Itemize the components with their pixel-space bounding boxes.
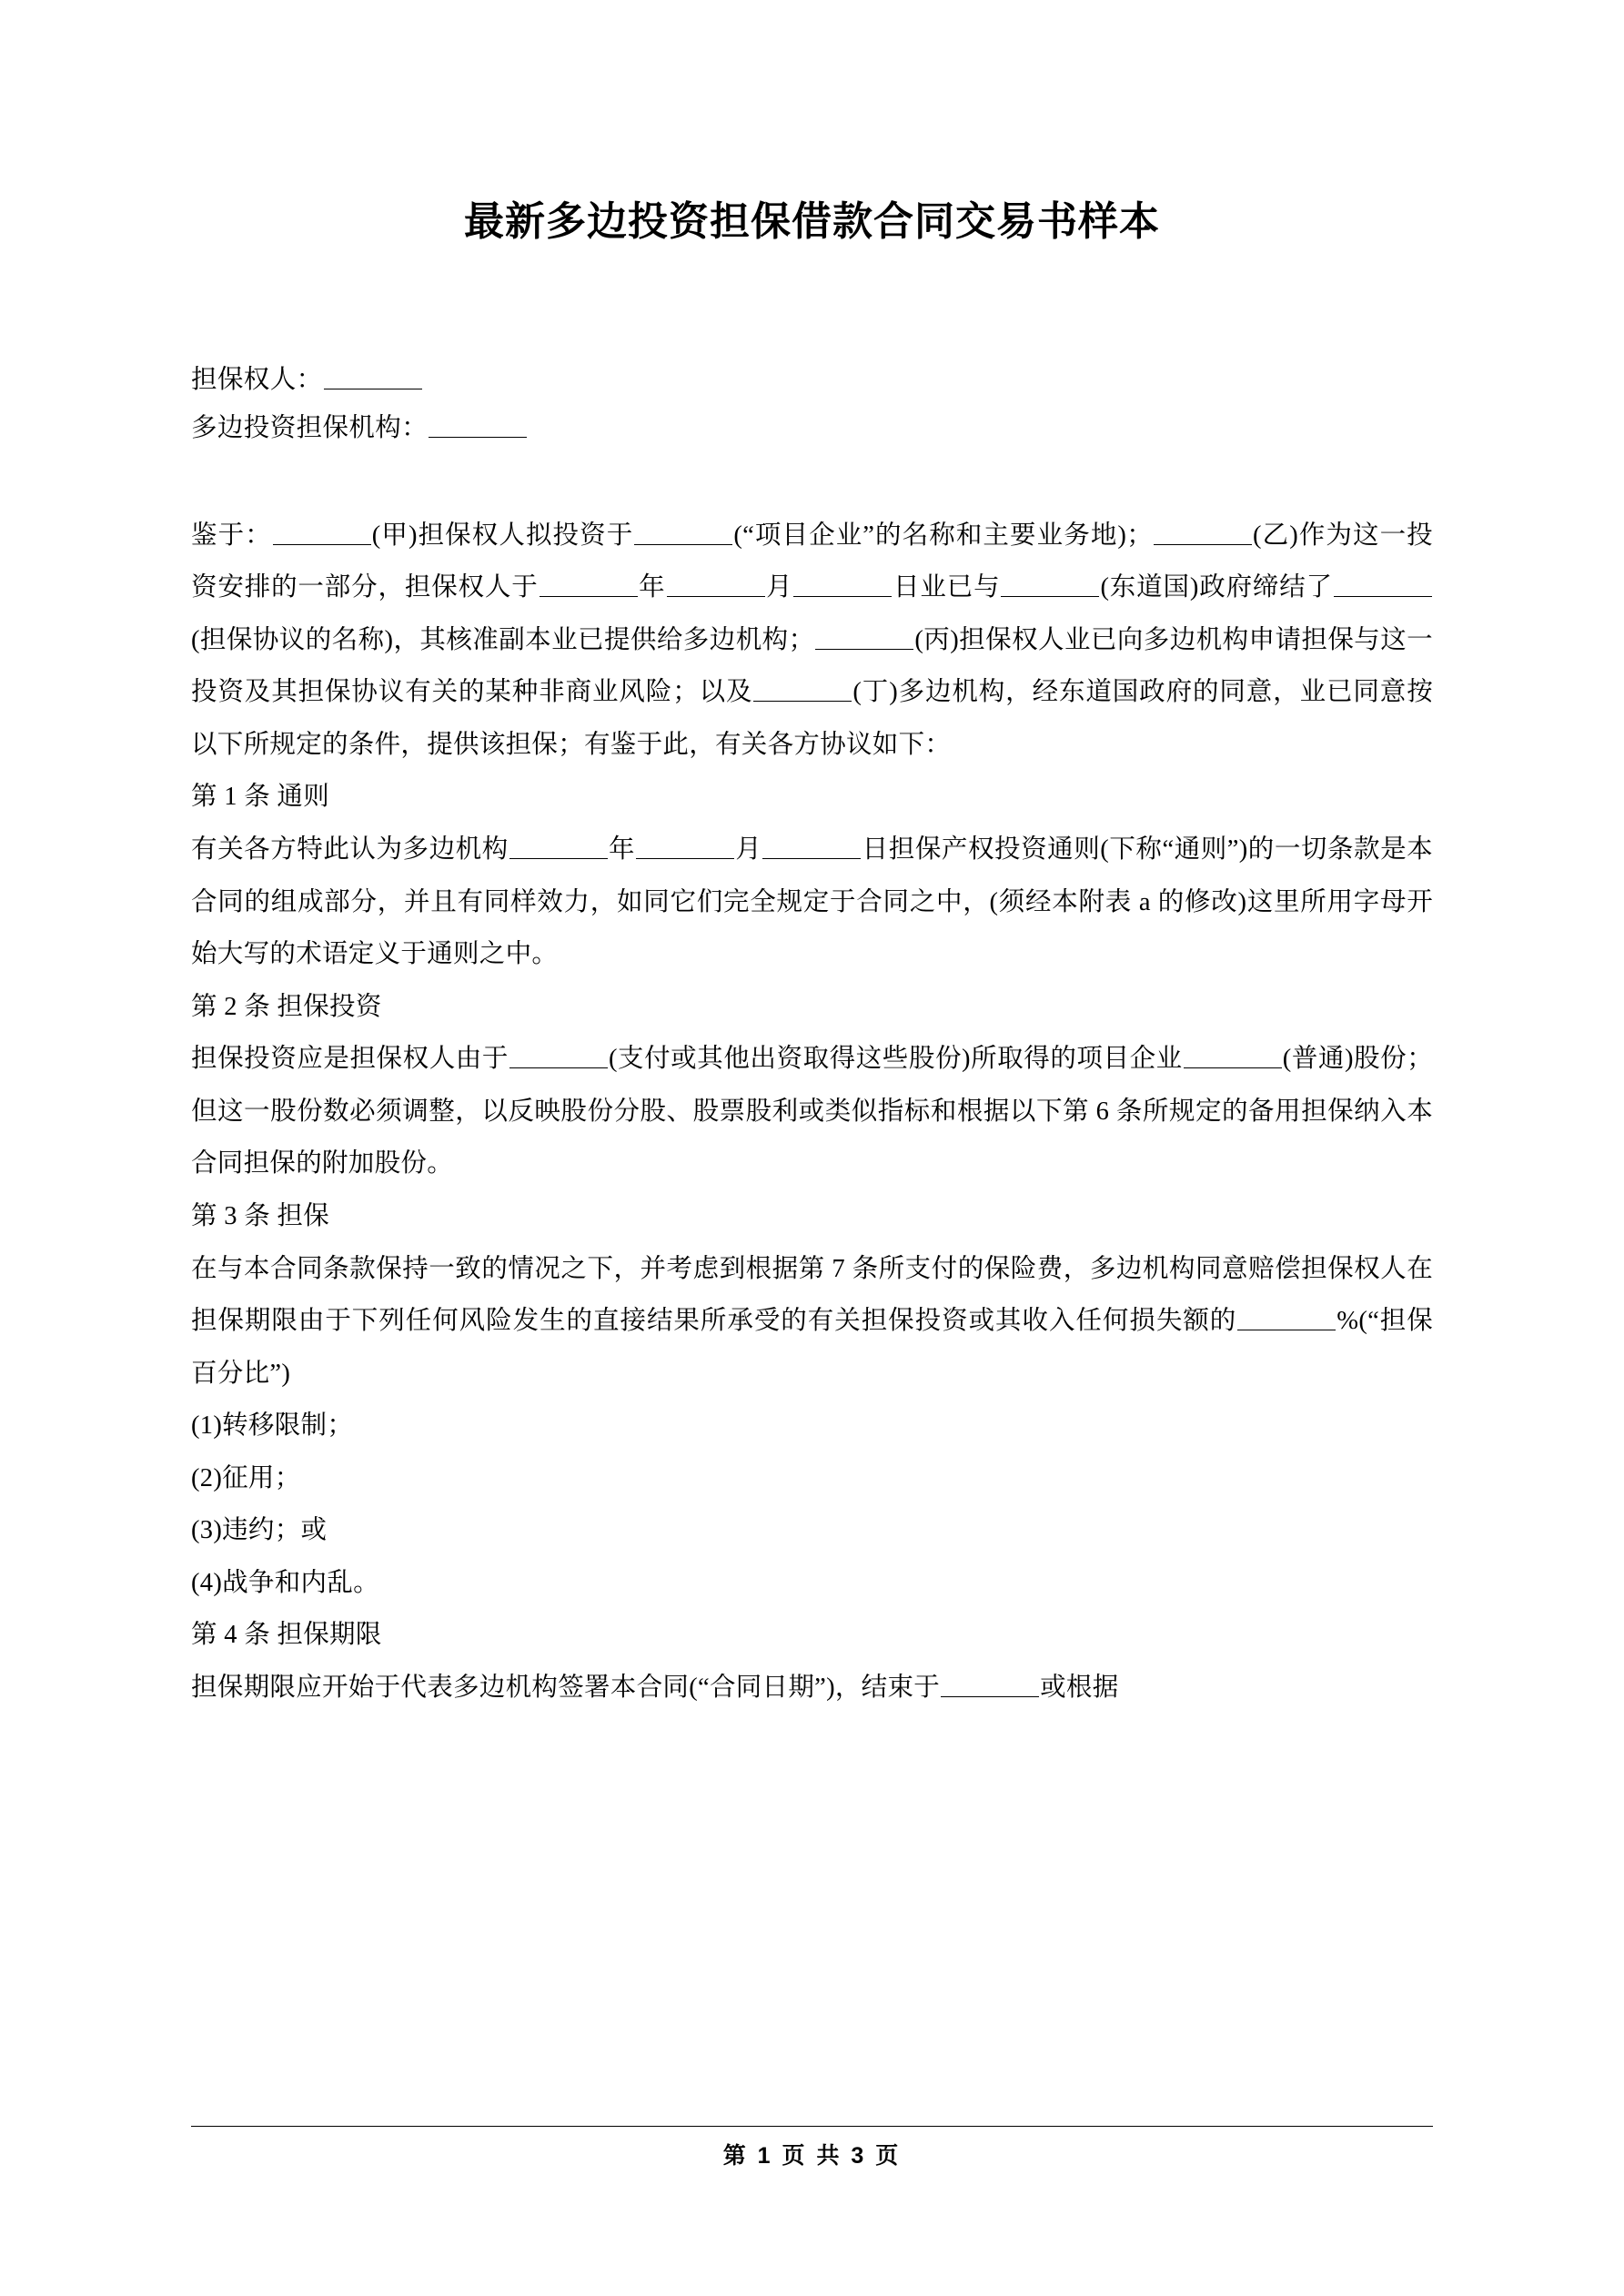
fill-in-blank[interactable] [634, 544, 732, 545]
paragraph-text: 年 [638, 573, 666, 602]
page-number: 第 1 页 共 3 页 [711, 2138, 914, 2170]
fill-in-blank[interactable] [1184, 1067, 1282, 1068]
paragraph-article-4-body [191, 1662, 1433, 1714]
paragraph-text: %(“担保百分比”) [191, 1307, 1433, 1388]
footer-divider [191, 2126, 1433, 2127]
party-label: 担保权人： [191, 366, 323, 395]
paragraph-list-3 [191, 1504, 1433, 1557]
fill-in-blank[interactable] [509, 1067, 608, 1068]
paragraph-text: (2)征用； [191, 1463, 301, 1492]
paragraph-text: (甲)担保权人拟投资于 [371, 521, 634, 550]
paragraph-text: (东道国)政府缔结了 [1100, 573, 1333, 602]
fill-in-blank[interactable] [429, 437, 527, 438]
fill-in-blank[interactable] [1001, 596, 1099, 597]
paragraph-text: 有关各方特此认为多边机构 [191, 835, 509, 864]
fill-in-blank[interactable] [762, 858, 861, 859]
paragraph-text: 年 [608, 835, 636, 864]
paragraph-text: 日业已与 [893, 573, 1001, 602]
fill-in-blank[interactable] [941, 1696, 1039, 1697]
fill-in-blank[interactable] [667, 596, 765, 597]
party-block [191, 357, 1433, 452]
paragraph-text: 担保投资应是担保权人由于 [191, 1045, 509, 1074]
paragraph-list-2 [191, 1452, 1433, 1505]
paragraph-text: 在与本合同条款保持一致的情况之下，并考虑到根据第 7 条所支付的保险费，多边机构同意赔偿担保权人在担保期限由于下列任何风险发生的直接结果所承受的有关担保投资或其收入任何损失额的 [191, 1254, 1433, 1336]
paragraph-text: 或根据 [1040, 1674, 1119, 1702]
paragraph-text: (3)违约；或 [191, 1516, 328, 1545]
party-line-agency [191, 405, 1433, 453]
fill-in-blank[interactable] [540, 596, 638, 597]
paragraph-text: (丁)多边机构，经东道国政府的同意，业已同意按以下所规定的条件，提供该担保；有鉴于此，有关各方协议如下： [191, 678, 1433, 759]
paragraph-text: (丙)担保权人业已向多边机构申请担保与这一投资及其担保协议有关的某种非商业风险；以及 [191, 625, 1433, 707]
paragraph-article-1-heading [191, 771, 1433, 824]
fill-in-blank[interactable] [1334, 596, 1432, 597]
paragraph-article-1-body [191, 824, 1433, 981]
fill-in-blank[interactable] [815, 649, 913, 650]
paragraph-text: 月 [765, 573, 793, 602]
fill-in-blank[interactable] [509, 858, 608, 859]
paragraph-text: 担保期限应开始于代表多边机构签署本合同(“合同日期”)，结束于 [191, 1674, 941, 1702]
paragraph-text: (普通)股份；但这一股份数必须调整，以反映股份分股、股票股利或类似指标和根据以下第 6 条所规定的备用担保纳入本合同担保的附加股份。 [191, 1045, 1434, 1178]
fill-in-blank[interactable] [793, 596, 892, 597]
paragraph-text: (1)转移限制； [191, 1411, 354, 1441]
paragraph-text: 第 4 条 担保期限 [191, 1621, 382, 1650]
paragraph-text: 第 3 条 担保 [191, 1201, 330, 1230]
paragraph-text: (乙)作为这一投资安排的一部分，担保权人于 [191, 521, 1433, 602]
paragraph-article-2-heading [191, 981, 1433, 1034]
paragraph-text: 鉴于： [191, 521, 272, 550]
paragraph-text: 第 2 条 担保投资 [191, 992, 382, 1021]
page-title: 最新多边投资担保借款合同交易书样本 [464, 199, 1160, 244]
paragraph-recitals [191, 510, 1433, 772]
paragraph-article-4-heading [191, 1609, 1433, 1662]
paragraph-text: (担保协议的名称)，其核准副本业已提供给多边机构； [191, 625, 815, 654]
paragraph-text: (“项目企业”的名称和主要业务地)； [733, 521, 1154, 550]
paragraph-list-1 [191, 1400, 1433, 1452]
paragraph-article-3-body [191, 1243, 1433, 1401]
paragraph-list-4 [191, 1557, 1433, 1610]
fill-in-blank[interactable] [1154, 544, 1252, 545]
fill-in-blank[interactable] [273, 544, 371, 545]
party-label: 多边投资担保机构： [191, 413, 429, 442]
page-footer [0, 2138, 1624, 2170]
paragraph-text: (支付或其他出资取得这些股份)所取得的项目企业 [608, 1045, 1183, 1074]
paragraph-text: 日担保产权投资通则(下称“通则”)的一切条款是本合同的组成部分，并且有同样效力，如同它们完全规定于合同之中，(须经本附表 a 的修改)这里所用字母开始大写的术语定义于通则之中。 [191, 835, 1433, 969]
paragraph-article-2-body [191, 1033, 1433, 1190]
party-line-guarantee-holder [191, 357, 1433, 405]
fill-in-blank[interactable] [636, 858, 734, 859]
fill-in-blank[interactable] [753, 701, 852, 702]
paragraph-article-3-heading [191, 1190, 1433, 1243]
document-body [191, 510, 1433, 1714]
document-content [191, 0, 1433, 1714]
paragraph-text: 第 1 条 通则 [191, 783, 330, 812]
paragraph-text: (4)战争和内乱。 [191, 1568, 379, 1597]
paragraph-text: 月 [735, 835, 762, 864]
